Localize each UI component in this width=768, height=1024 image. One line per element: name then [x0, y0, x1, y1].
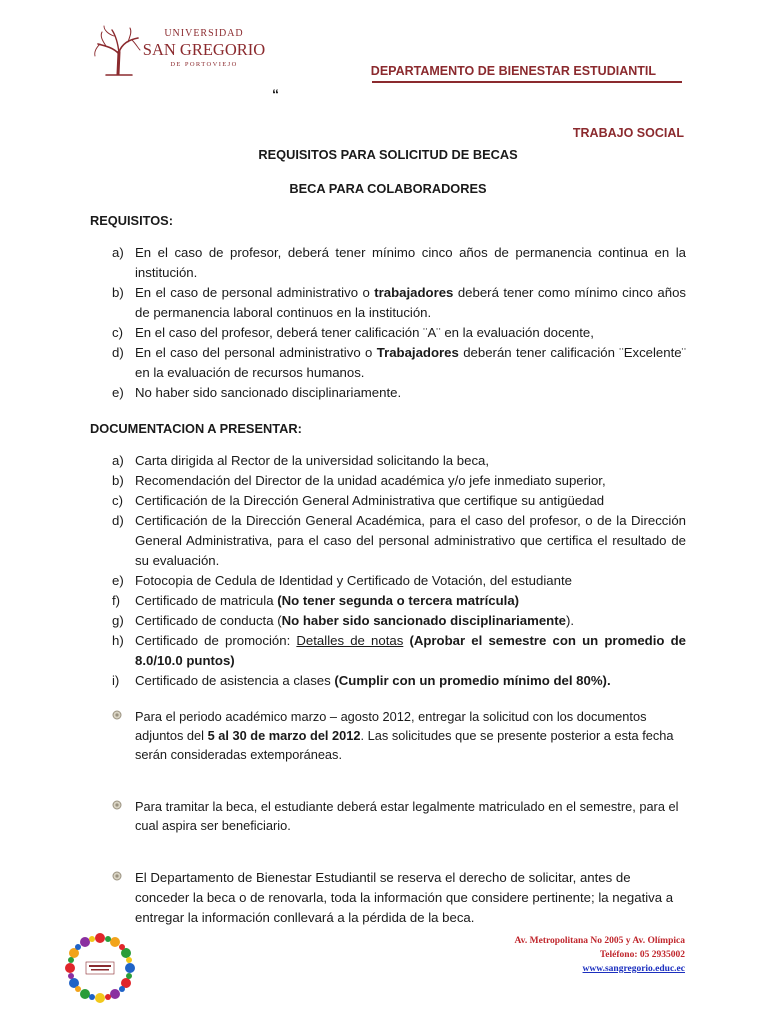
item-bold: trabajadores: [374, 285, 454, 300]
note-item: [90, 707, 686, 764]
section-label: TRABAJO SOCIAL: [572, 126, 684, 140]
item-text: ).: [565, 613, 575, 628]
note-bold: 5 al 30 de marzo del 2012: [207, 728, 361, 743]
note-text: . Las solicitudes que se presente posterior a esta fecha serán consideradas extemporáneas.: [135, 728, 674, 762]
document-subtitle: BECA PARA COLABORADORES: [289, 181, 487, 196]
list-marker: f): [112, 593, 121, 608]
list-marker: c): [112, 325, 123, 340]
notes-list: [90, 707, 686, 928]
list-item: [90, 591, 686, 611]
list-item: [90, 471, 686, 491]
list-item: [90, 611, 686, 631]
footer-logo: [62, 930, 138, 1006]
note-text: Para tramitar la beca, el estudiante deberá estar legalmente matriculado en el semestre, para el cual aspira ser beneficiario.: [135, 799, 679, 833]
list-item: [90, 383, 686, 403]
requisitos-list: [90, 243, 686, 403]
grade-details-text: Detalles de notas: [296, 633, 404, 648]
document-title: REQUISITOS PARA SOLICITUD DE BECAS: [258, 147, 518, 162]
note-text: Para el periodo académico marzo – agosto 2012, entregar la solicitud con los documentos adjuntos del: [135, 709, 647, 743]
item-bold: (Aprobar el semestre con un promedio de 8.0/10.0 puntos): [135, 633, 686, 668]
documentacion-heading: DOCUMENTACION A PRESENTAR:: [90, 421, 302, 436]
list-item: [90, 671, 686, 691]
item-text: En el caso de personal administrativo o: [135, 285, 375, 300]
list-marker: i): [112, 673, 120, 688]
item-text: Certificación de la Dirección General Académica, para el caso del profesor, o de la Dirección General Administrativa, para el caso del personal administrativo que certifica el resultado de su evaluación.: [135, 513, 686, 568]
item-text: Certificado de matricula: [135, 593, 278, 608]
list-item: [90, 343, 686, 383]
item-text: Certificado de conducta (: [135, 613, 282, 628]
note-item: [90, 868, 686, 928]
list-item: [90, 571, 686, 591]
list-marker: g): [112, 613, 124, 628]
item-text: Recomendación del Director de la unidad académica y/o jefe inmediato superior,: [135, 473, 606, 488]
logo-name: SAN GREGORIO: [142, 40, 266, 59]
item-bold: (Cumplir con un promedio mínimo del 80%).: [334, 673, 611, 688]
quote-mark: “: [272, 86, 279, 102]
list-item: [90, 491, 686, 511]
list-marker: e): [112, 573, 124, 588]
list-item: [90, 243, 686, 283]
list-marker: a): [112, 453, 124, 468]
list-marker: d): [112, 345, 124, 360]
footer-phone: Teléfono: 05 2935002: [599, 950, 685, 960]
website-link[interactable]: www.sangregorio.educ.ec: [582, 964, 685, 974]
note-item: [90, 797, 686, 835]
tree-icon: [92, 22, 142, 78]
documentacion-list: [90, 451, 686, 691]
header-rule: [372, 81, 682, 83]
list-marker: a): [112, 245, 124, 260]
bullet-icon: [112, 710, 122, 720]
logo-university: UNIVERSIDAD: [164, 28, 244, 39]
item-text: Carta dirigida al Rector de la universidad solicitando la beca,: [135, 453, 490, 468]
item-text: En el caso del personal administrativo o: [135, 345, 377, 360]
item-bold: Trabajadores: [376, 345, 459, 360]
footer-address: Av. Metropolitana No 2005 y Av. Olímpica: [514, 936, 685, 946]
item-bold: No haber sido sancionado disciplinariamente: [281, 613, 566, 628]
list-marker: b): [112, 285, 124, 300]
bullet-icon: [112, 800, 122, 810]
logo-city: DE PORTOVIEJO: [170, 61, 238, 68]
department-name: DEPARTAMENTO DE BIENESTAR ESTUDIANTIL: [370, 64, 656, 78]
children-ring-icon: [62, 930, 138, 1006]
list-item: [90, 511, 686, 571]
item-bold: (No tener segunda o tercera matrícula): [277, 593, 520, 608]
item-text: Certificado de promoción:: [135, 633, 297, 648]
item-text: No haber sido sancionado disciplinariamente.: [135, 385, 402, 400]
item-text: En el caso de profesor, deberá tener mínimo cinco años de permanencia continua en la institución.: [135, 245, 686, 280]
item-text: Certificado de asistencia a clases: [135, 673, 335, 688]
item-text: Certificación de la Dirección General Administrativa que certifique su antigüedad: [135, 493, 605, 508]
list-marker: b): [112, 473, 124, 488]
item-text: deberá tener como mínimo cinco años de permanencia laboral continuos en la institución.: [135, 285, 686, 320]
item-text: deberán tener calificación ¨Excelente¨ en la evaluación de recursos humanos.: [135, 345, 686, 380]
list-marker: c): [112, 493, 123, 508]
list-item: [90, 451, 686, 471]
document-body: [90, 145, 686, 928]
list-item: [90, 631, 686, 671]
list-marker: h): [112, 633, 124, 648]
university-logo: [92, 22, 272, 78]
note-text: El Departamento de Bienestar Estudiantil se reserva el derecho de solicitar, antes de conceder la beca o de renovarla, toda la información que considere pertinente; la negativa a entregar la información conllevará a la pérdida de la beca.: [135, 870, 674, 925]
item-text: Fotocopia de Cedula de Identidad y Certificado de Votación, del estudiante: [135, 573, 572, 588]
bullet-icon: [112, 871, 122, 881]
list-item: [90, 323, 686, 343]
list-marker: e): [112, 385, 124, 400]
list-item: [90, 283, 686, 323]
list-marker: d): [112, 513, 124, 528]
requisitos-heading: REQUISITOS:: [90, 213, 173, 228]
footer-contact: [515, 934, 685, 976]
item-text: En el caso del profesor, deberá tener calificación ¨A¨ en la evaluación docente,: [135, 325, 594, 340]
